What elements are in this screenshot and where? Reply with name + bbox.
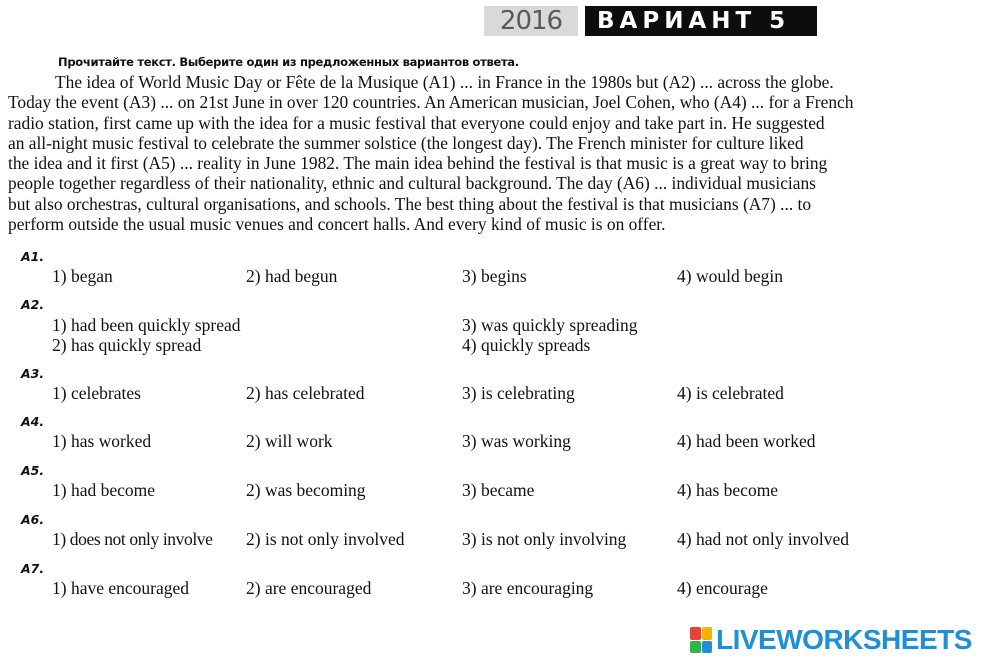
option-a6-1[interactable]: 1) does not only involve <box>52 529 213 549</box>
task-instruction: Прочитайте текст. Выберите один из предложенных вариантов ответа. <box>58 55 519 69</box>
question-label-a6: A6. <box>21 512 45 527</box>
option-a2-4[interactable]: 4) quickly spreads <box>462 335 591 355</box>
option-a3-1[interactable]: 1) celebrates <box>52 383 141 403</box>
passage-line: the idea and it first (A5) ... reality in June 1982. The main idea behind the festival is that music is a great way to bring <box>8 153 828 174</box>
option-a2-2[interactable]: 2) has quickly spread <box>52 335 202 355</box>
option-a5-3[interactable]: 3) became <box>462 480 535 500</box>
option-a6-2[interactable]: 2) is not only involved <box>246 529 405 549</box>
variant-title: ВАРИАНТ 5 <box>585 6 817 36</box>
option-a2-1[interactable]: 1) had been quickly spread <box>52 315 241 335</box>
question-label-a2: A2. <box>21 297 45 312</box>
passage-line: radio station, first came up with the idea for a music festival that everyone could enjoy and take part in. He suggested <box>8 112 825 133</box>
option-a1-2[interactable]: 2) had begun <box>246 266 338 286</box>
option-a5-1[interactable]: 1) had become <box>52 480 156 500</box>
question-label-a3: A3. <box>21 366 45 381</box>
passage-line: The idea of World Music Day or Fête de la Musique (A1) ... in France in the 1980s but (A2) ... across the globe. <box>55 72 834 92</box>
reading-passage <box>8 72 954 234</box>
option-a4-2[interactable]: 2) will work <box>246 431 333 451</box>
option-a3-3[interactable]: 3) is celebrating <box>462 383 575 403</box>
option-a3-4[interactable]: 4) is celebrated <box>677 383 784 403</box>
question-label-a4: A4. <box>21 414 45 429</box>
option-a1-3[interactable]: 3) begins <box>462 266 527 286</box>
brand-name: LIVEWORKSHEETS <box>716 624 972 655</box>
option-a7-3[interactable]: 3) are encouraging <box>462 578 594 598</box>
option-a6-3[interactable]: 3) is not only involving <box>462 529 627 549</box>
option-a2-3[interactable]: 3) was quickly spreading <box>462 315 638 335</box>
option-a4-1[interactable]: 1) has worked <box>52 431 152 451</box>
option-a7-4[interactable]: 4) encourage <box>677 578 768 598</box>
option-a1-1[interactable]: 1) began <box>52 266 113 286</box>
option-a4-3[interactable]: 3) was working <box>462 431 571 451</box>
liveworksheets-brand <box>690 623 972 657</box>
liveworksheets-logo-icon <box>690 627 712 653</box>
question-label-a1: A1. <box>21 249 45 264</box>
passage-line: an all-night music festival to celebrate the summer solstice (the longest day). The French minister for culture liked <box>8 132 804 153</box>
option-a4-4[interactable]: 4) had been worked <box>677 431 816 451</box>
option-a7-2[interactable]: 2) are encouraged <box>246 578 372 598</box>
passage-line: but also orchestras, cultural organisations, and schools. The best thing about the festival is that musicians (A7) ... to <box>8 193 812 214</box>
passage-line: people together regardless of their nationality, ethnic and cultural background. The day (A6) ... individual musicians <box>8 173 816 194</box>
passage-line: Today the event (A3) ... on 21st June in over 120 countries. An American musician, Joel Cohen, who (A4) ... for a French <box>8 92 854 113</box>
option-a3-2[interactable]: 2) has celebrated <box>246 383 365 403</box>
option-a5-2[interactable]: 2) was becoming <box>246 480 366 500</box>
option-a5-4[interactable]: 4) has become <box>677 480 779 500</box>
question-label-a7: A7. <box>21 561 45 576</box>
option-a7-1[interactable]: 1) have encouraged <box>52 578 190 598</box>
option-a1-4[interactable]: 4) would begin <box>677 266 783 286</box>
option-a6-4[interactable]: 4) had not only involved <box>677 529 850 549</box>
year-badge: 2016 <box>484 6 578 36</box>
question-label-a5: A5. <box>21 463 45 478</box>
passage-line: perform outside the usual music venues and concert halls. And every kind of music is on offer. <box>8 214 666 235</box>
